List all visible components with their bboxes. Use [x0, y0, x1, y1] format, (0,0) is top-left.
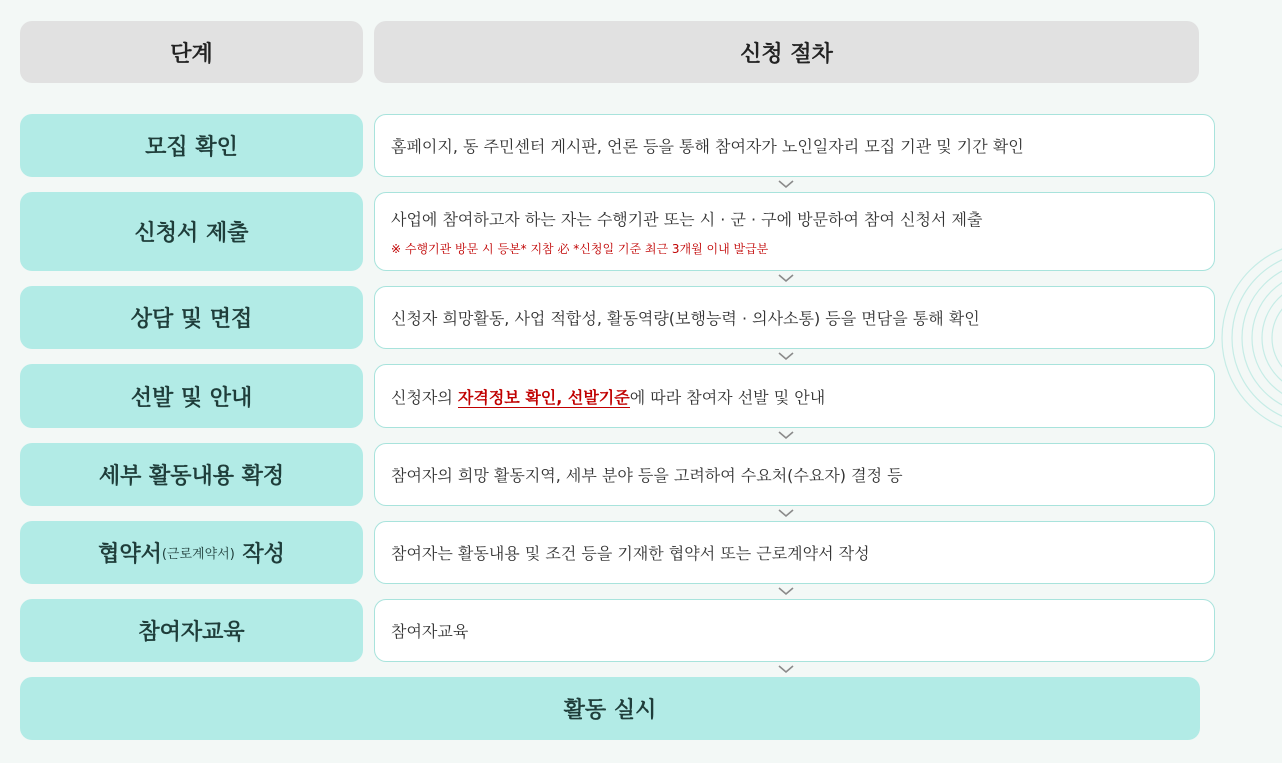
chevron-down-icon [777, 585, 795, 597]
step-label: 선발 및 안내 [20, 364, 363, 428]
step-description [374, 192, 1215, 271]
chevron-down-icon [777, 507, 795, 519]
description-text: 홈페이지, 동 주민센터 게시판, 언론 등을 통해 참여자가 노인일자리 모집 기관 및 기간 확인 [391, 137, 1024, 156]
chevron-down-icon [777, 429, 795, 441]
description-text [391, 385, 1214, 408]
description-prefix: 신청자의 [391, 387, 458, 407]
description-note: ※ 수행기관 방문 시 등본* 지참 必 *신청일 기준 최근 3개월 이내 발급분 [391, 241, 769, 256]
step-label: 모집 확인 [20, 114, 363, 177]
step-label-tail: 작성 [234, 542, 285, 567]
description-text: 사업에 참여하고자 하는 자는 수행기관 또는 시 · 군 · 구에 방문하여 참여 신청서 제출 [391, 209, 983, 229]
header-procedure: 신청 절차 [374, 21, 1199, 83]
step-label-main: 협약서 [98, 542, 162, 567]
step-description [374, 364, 1215, 428]
step-label: 참여자교육 [20, 599, 363, 662]
final-step: 활동 실시 [20, 677, 1200, 740]
step-label: 신청서 제출 [20, 192, 363, 271]
header-step: 단계 [20, 21, 363, 83]
step-label: 세부 활동내용 확정 [20, 443, 363, 506]
step-description [374, 114, 1215, 177]
step-label [20, 521, 363, 584]
chevron-down-icon [777, 663, 795, 675]
chevron-down-icon [777, 178, 795, 190]
step-label-small: (근로계약서) [161, 547, 235, 562]
step-label: 상담 및 면접 [20, 286, 363, 349]
description-suffix: 에 따라 참여자 선발 및 안내 [629, 387, 826, 407]
description-text: 참여자는 활동내용 및 조건 등을 기재한 협약서 또는 근로계약서 작성 [391, 544, 870, 563]
description-text: 신청자 희망활동, 사업 적합성, 활동역량(보행능력 · 의사소통) 등을 면담을 통해 확인 [391, 309, 980, 328]
highlight-criteria: 자격정보 확인, 선발기준 [457, 387, 630, 407]
step-description [374, 599, 1215, 662]
description-text: 참여자교육 [391, 622, 469, 641]
step-description [374, 286, 1215, 349]
step-description [374, 521, 1215, 584]
step-description [374, 443, 1215, 506]
decorative-circles [1218, 238, 1282, 438]
chevron-down-icon [777, 272, 795, 284]
chevron-down-icon [777, 350, 795, 362]
description-text: 참여자의 희망 활동지역, 세부 분야 등을 고려하여 수요처(수요자) 결정 등 [391, 466, 903, 485]
